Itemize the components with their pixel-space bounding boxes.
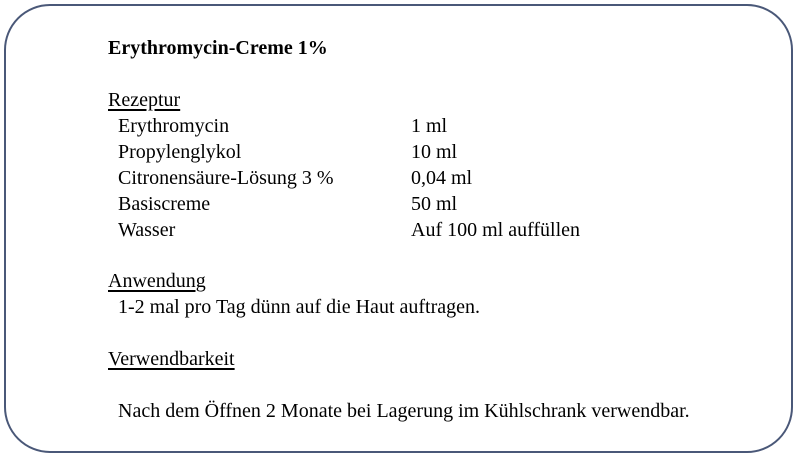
verwendbarkeit-text: Nach dem Öffnen 2 Monate bei Lagerung im Kühlschrank verwendbar. bbox=[118, 400, 690, 422]
ingredient-amount: 10 ml bbox=[411, 141, 458, 163]
ingredient-name: Wasser bbox=[118, 219, 176, 241]
ingredient-name: Citronensäure-Lösung 3 % bbox=[118, 167, 334, 189]
anwendung-text: 1-2 mal pro Tag dünn auf die Haut auftragen. bbox=[118, 296, 481, 318]
ingredient-amount: Auf 100 ml auffüllen bbox=[411, 219, 581, 241]
recipe-title: Erythromycin-Creme 1% bbox=[108, 37, 328, 59]
ingredient-name: Basiscreme bbox=[118, 193, 211, 215]
ingredient-amount: 1 ml bbox=[411, 115, 448, 137]
section-heading-anwendung: Anwendung bbox=[108, 270, 206, 292]
ingredient-name: Propylenglykol bbox=[118, 141, 242, 163]
ingredient-amount: 50 ml bbox=[411, 193, 458, 215]
ingredient-name: Erythromycin bbox=[118, 115, 230, 137]
section-heading-verwendbarkeit: Verwendbarkeit bbox=[108, 348, 235, 370]
section-heading-rezeptur: Rezeptur bbox=[108, 89, 181, 111]
ingredient-amount: 0,04 ml bbox=[411, 167, 473, 189]
